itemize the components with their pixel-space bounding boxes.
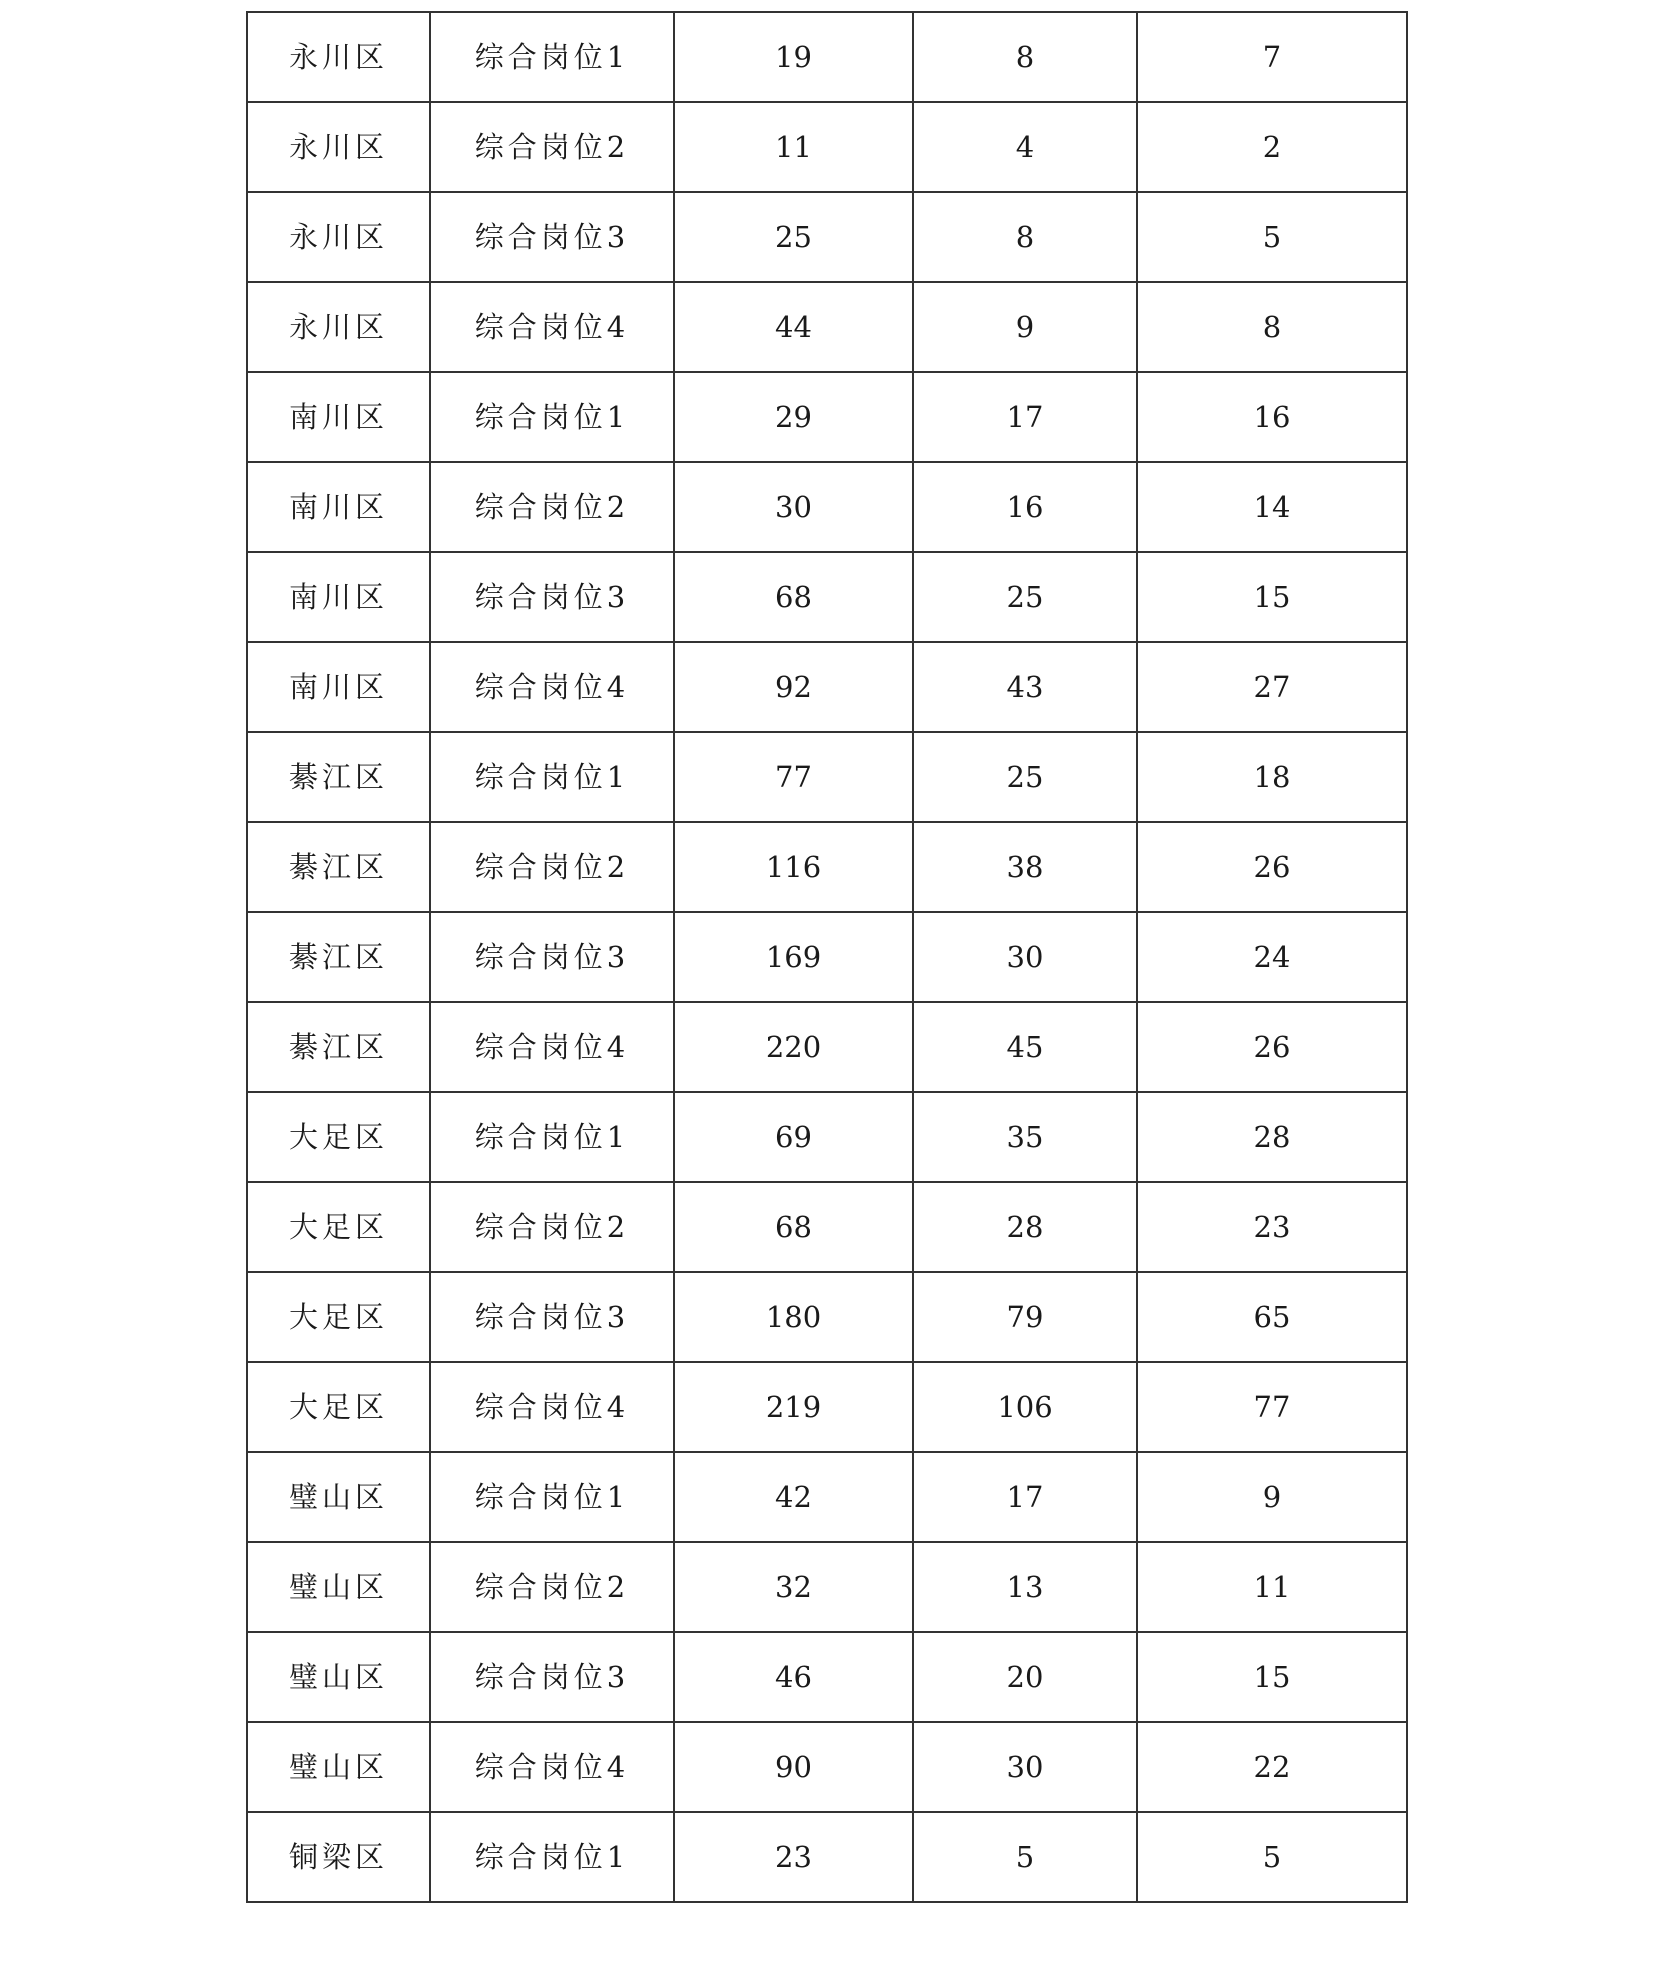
value-cell-1: 11 (674, 102, 913, 192)
value-cell-2: 17 (913, 1452, 1137, 1542)
district-cell: 璧山区 (247, 1542, 430, 1632)
table-row (247, 102, 1407, 192)
value-cell-1: 46 (674, 1632, 913, 1722)
value-cell-1: 220 (674, 1002, 913, 1092)
table-row (247, 12, 1407, 102)
table-row (247, 912, 1407, 1002)
district-cell: 綦江区 (247, 822, 430, 912)
value-cell-2: 30 (913, 912, 1137, 1002)
data-table (246, 11, 1408, 1903)
district-cell: 綦江区 (247, 912, 430, 1002)
value-cell-3: 18 (1137, 732, 1407, 822)
district-cell: 綦江区 (247, 1002, 430, 1092)
value-cell-1: 69 (674, 1092, 913, 1182)
value-cell-3: 28 (1137, 1092, 1407, 1182)
value-cell-3: 24 (1137, 912, 1407, 1002)
value-cell-1: 116 (674, 822, 913, 912)
value-cell-3: 16 (1137, 372, 1407, 462)
table-body (247, 12, 1407, 1902)
value-cell-3: 14 (1137, 462, 1407, 552)
district-cell: 南川区 (247, 372, 430, 462)
value-cell-2: 9 (913, 282, 1137, 372)
post-cell: 综合岗位1 (430, 1812, 674, 1902)
district-cell: 永川区 (247, 282, 430, 372)
value-cell-3: 15 (1137, 1632, 1407, 1722)
value-cell-1: 77 (674, 732, 913, 822)
post-cell: 综合岗位3 (430, 1632, 674, 1722)
value-cell-2: 4 (913, 102, 1137, 192)
table-row (247, 822, 1407, 912)
post-cell: 综合岗位1 (430, 1452, 674, 1542)
post-cell: 综合岗位4 (430, 1362, 674, 1452)
value-cell-2: 20 (913, 1632, 1137, 1722)
value-cell-1: 29 (674, 372, 913, 462)
value-cell-1: 30 (674, 462, 913, 552)
district-cell: 永川区 (247, 102, 430, 192)
value-cell-3: 5 (1137, 192, 1407, 282)
value-cell-3: 77 (1137, 1362, 1407, 1452)
value-cell-3: 11 (1137, 1542, 1407, 1632)
post-cell: 综合岗位1 (430, 12, 674, 102)
post-cell: 综合岗位2 (430, 822, 674, 912)
value-cell-2: 5 (913, 1812, 1137, 1902)
value-cell-3: 22 (1137, 1722, 1407, 1812)
table-row (247, 282, 1407, 372)
value-cell-2: 45 (913, 1002, 1137, 1092)
table-row (247, 1092, 1407, 1182)
value-cell-2: 38 (913, 822, 1137, 912)
value-cell-3: 7 (1137, 12, 1407, 102)
post-cell: 综合岗位2 (430, 1542, 674, 1632)
post-cell: 综合岗位1 (430, 1092, 674, 1182)
value-cell-2: 25 (913, 552, 1137, 642)
district-cell: 大足区 (247, 1092, 430, 1182)
value-cell-2: 43 (913, 642, 1137, 732)
district-cell: 璧山区 (247, 1722, 430, 1812)
post-cell: 综合岗位2 (430, 1182, 674, 1272)
value-cell-1: 68 (674, 552, 913, 642)
value-cell-2: 8 (913, 12, 1137, 102)
value-cell-1: 169 (674, 912, 913, 1002)
district-cell: 南川区 (247, 462, 430, 552)
value-cell-1: 25 (674, 192, 913, 282)
post-cell: 综合岗位3 (430, 552, 674, 642)
value-cell-3: 26 (1137, 1002, 1407, 1092)
value-cell-1: 90 (674, 1722, 913, 1812)
table-row (247, 1722, 1407, 1812)
post-cell: 综合岗位1 (430, 372, 674, 462)
district-cell: 大足区 (247, 1272, 430, 1362)
district-cell: 璧山区 (247, 1632, 430, 1722)
value-cell-1: 32 (674, 1542, 913, 1632)
district-cell: 南川区 (247, 642, 430, 732)
table-row (247, 1272, 1407, 1362)
value-cell-3: 23 (1137, 1182, 1407, 1272)
table-row (247, 1002, 1407, 1092)
value-cell-3: 26 (1137, 822, 1407, 912)
district-cell: 永川区 (247, 12, 430, 102)
value-cell-3: 5 (1137, 1812, 1407, 1902)
value-cell-1: 219 (674, 1362, 913, 1452)
value-cell-2: 16 (913, 462, 1137, 552)
table-row (247, 1632, 1407, 1722)
value-cell-1: 180 (674, 1272, 913, 1362)
value-cell-2: 79 (913, 1272, 1137, 1362)
district-cell: 永川区 (247, 192, 430, 282)
value-cell-3: 2 (1137, 102, 1407, 192)
table-row (247, 462, 1407, 552)
table-row (247, 372, 1407, 462)
district-cell: 大足区 (247, 1362, 430, 1452)
post-cell: 综合岗位3 (430, 1272, 674, 1362)
district-cell: 綦江区 (247, 732, 430, 822)
value-cell-1: 68 (674, 1182, 913, 1272)
value-cell-2: 13 (913, 1542, 1137, 1632)
value-cell-1: 23 (674, 1812, 913, 1902)
value-cell-1: 42 (674, 1452, 913, 1542)
value-cell-2: 35 (913, 1092, 1137, 1182)
table-row (247, 642, 1407, 732)
value-cell-3: 9 (1137, 1452, 1407, 1542)
table-row (247, 1362, 1407, 1452)
table-row (247, 1542, 1407, 1632)
value-cell-2: 30 (913, 1722, 1137, 1812)
value-cell-3: 8 (1137, 282, 1407, 372)
table-row (247, 732, 1407, 822)
table-row (247, 1182, 1407, 1272)
district-cell: 璧山区 (247, 1452, 430, 1542)
post-cell: 综合岗位2 (430, 102, 674, 192)
value-cell-3: 15 (1137, 552, 1407, 642)
value-cell-1: 19 (674, 12, 913, 102)
value-cell-2: 17 (913, 372, 1137, 462)
value-cell-2: 28 (913, 1182, 1137, 1272)
post-cell: 综合岗位1 (430, 732, 674, 822)
district-cell: 大足区 (247, 1182, 430, 1272)
post-cell: 综合岗位4 (430, 1722, 674, 1812)
district-cell: 铜梁区 (247, 1812, 430, 1902)
value-cell-2: 8 (913, 192, 1137, 282)
post-cell: 综合岗位4 (430, 1002, 674, 1092)
value-cell-1: 44 (674, 282, 913, 372)
district-cell: 南川区 (247, 552, 430, 642)
value-cell-2: 25 (913, 732, 1137, 822)
post-cell: 综合岗位3 (430, 192, 674, 282)
value-cell-3: 27 (1137, 642, 1407, 732)
post-cell: 综合岗位2 (430, 462, 674, 552)
table-row (247, 1452, 1407, 1542)
post-cell: 综合岗位4 (430, 642, 674, 732)
table-row (247, 1812, 1407, 1902)
table-row (247, 192, 1407, 282)
post-cell: 综合岗位4 (430, 282, 674, 372)
post-cell: 综合岗位3 (430, 912, 674, 1002)
value-cell-3: 65 (1137, 1272, 1407, 1362)
value-cell-2: 106 (913, 1362, 1137, 1452)
value-cell-1: 92 (674, 642, 913, 732)
table-row (247, 552, 1407, 642)
